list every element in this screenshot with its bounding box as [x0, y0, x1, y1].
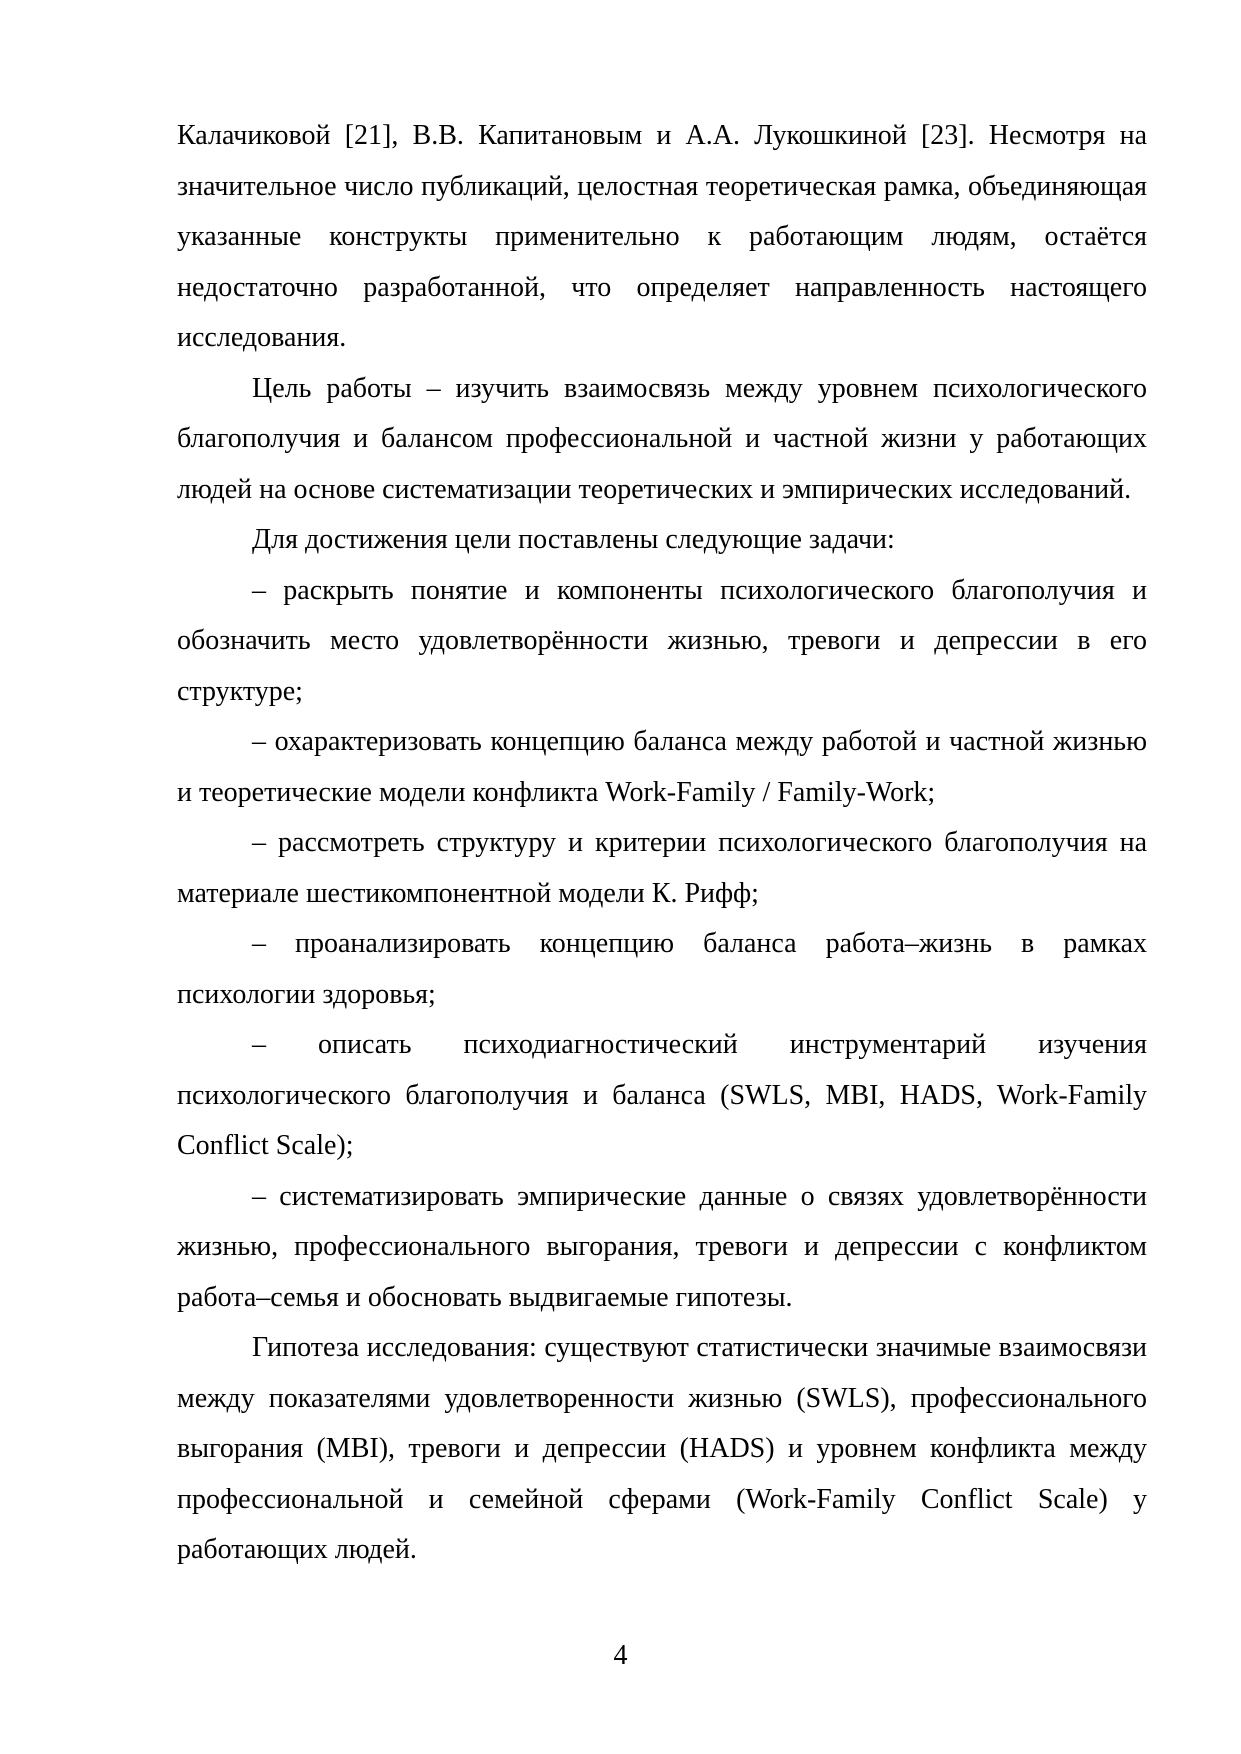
task-item-5: – описать психодиагностический инструментарий изучения психологического благополучия и баланса (SWLS, MBI, HADS, Work-Family Conflict Scale);: [177, 1029, 1147, 1161]
task-item-4: – проанализировать концепцию баланса работа–жизнь в рамках психологии здоровья;: [177, 928, 1147, 1010]
task-item-2: – охарактеризовать концепцию баланса между работой и частной жизнью и теоретические модели конфликта Work-Family / Family-Work;: [177, 726, 1147, 808]
page-number: 4: [613, 1640, 628, 1671]
paragraph-tasks-intro: Для достижения цели поставлены следующие задачи:: [252, 524, 895, 555]
task-item-3: – рассмотреть структуру и критерии психологического благополучия на материале шестикомпонентной модели К. Рифф;: [177, 827, 1147, 909]
task-item-6: – систематизировать эмпирические данные о связях удовлетворённости жизнью, профессионального выгорания, тревоги и депрессии с конфликтом работа–семья и обосновать выдвигаемые гипотезы.: [177, 1180, 1147, 1313]
task-item-1: – раскрыть понятие и компоненты психологического благополучия и обозначить место удовлетворённости жизнью, тревоги и депрессии в его структуре;: [177, 574, 1147, 707]
paragraph-intro-continuation: Калачиковой [21], В.В. Капитановым и А.А. Лукошкиной [23]. Несмотря на значительное число публикаций, целостная теоретическая рамка, объединяющая указанные конструкты применительно к работающим людям, остаётся недостаточно разработанной, что определяет направленность настоящего исследования.: [177, 120, 1147, 353]
paragraph-hypothesis: Гипотеза исследования: существуют статистически значимые взаимосвязи между показателями удовлетворенности жизнью (SWLS), профессионального выгорания (MBI), тревоги и депрессии (HADS) и уровнем конфликта между профессиональной и семейной сферами (Work-Family Conflict Scale) у работающих людей.: [177, 1332, 1147, 1565]
body-text: [177, 111, 1147, 1576]
paragraph-goal: Цель работы – изучить взаимосвязь между уровнем психологического благополучия и балансом профессиональной и частной жизни у работающих людей на основе систематизации теоретических и эмпирических исследований.: [177, 372, 1147, 505]
